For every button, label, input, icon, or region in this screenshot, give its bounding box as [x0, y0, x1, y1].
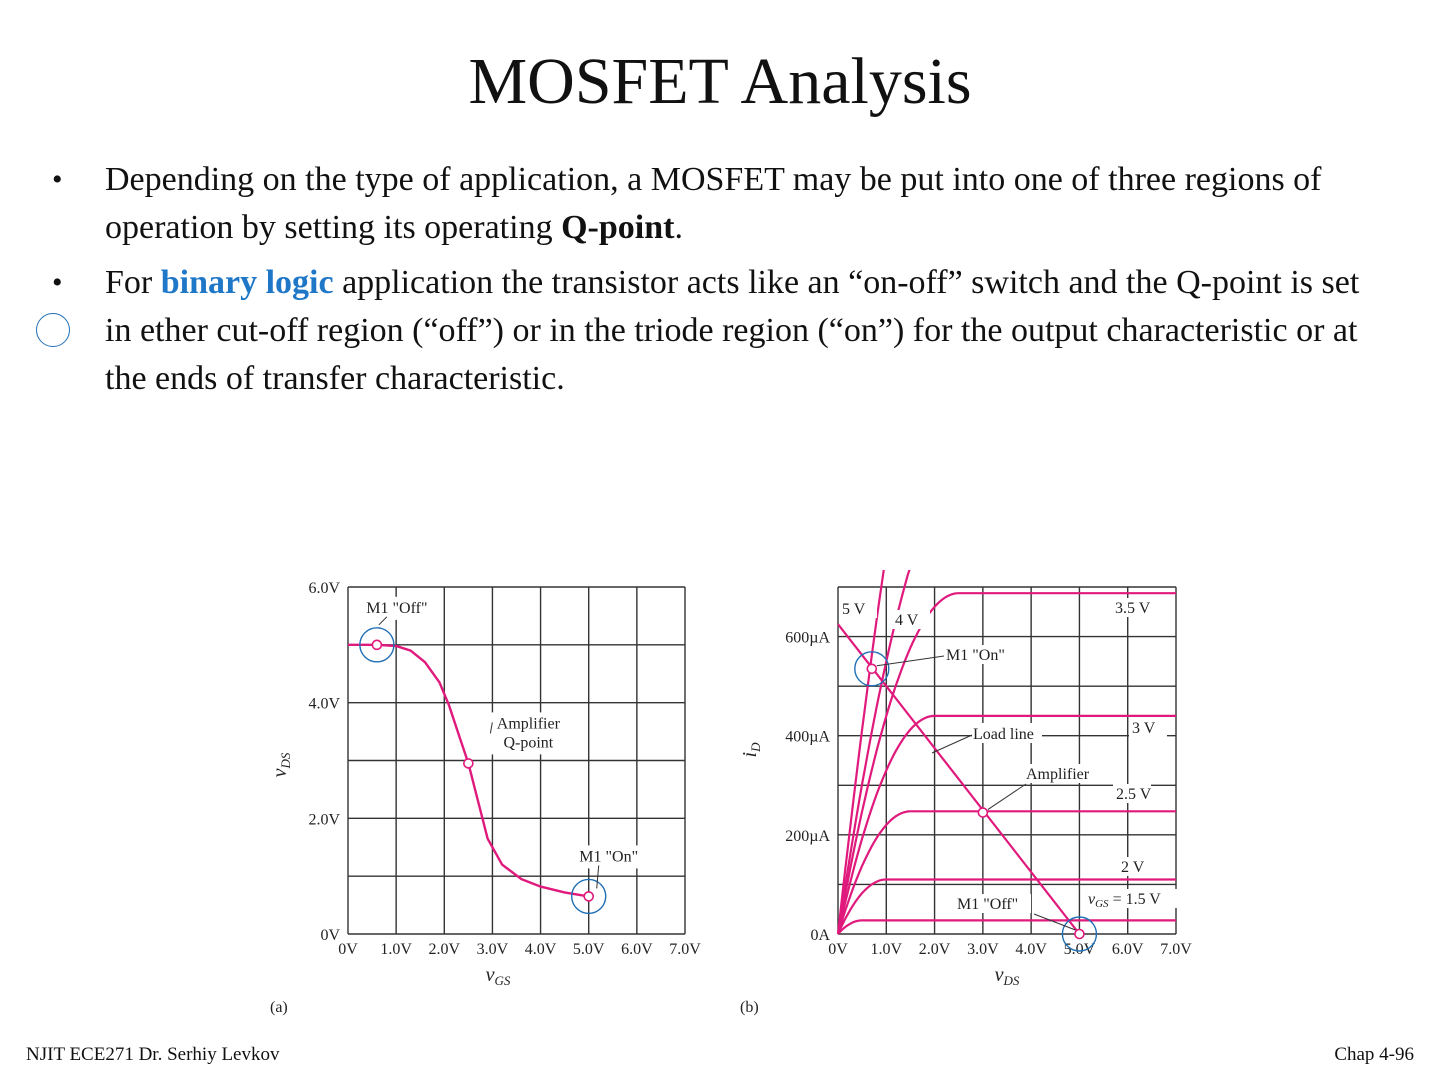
q-point-marker [978, 808, 987, 817]
y-tick-label: 200µA [785, 827, 830, 845]
y-tick-label: 0V [320, 927, 340, 944]
chart-a-ylabel: $v_{DS}$ [269, 752, 293, 778]
y-tick-label: 0A [810, 927, 830, 944]
point-label: Amplifier [1026, 766, 1090, 783]
chart-a-xlabel: $v_{GS}$ [485, 964, 511, 988]
id-vds-curve [838, 920, 1176, 934]
x-tick-label: 5.0V [1063, 941, 1096, 958]
bullet-text-end: . [674, 209, 683, 246]
q-point-marker [464, 759, 473, 768]
curve-label: 5 V [842, 601, 866, 618]
chart-a-series [348, 645, 589, 897]
x-tick-label: 1.0V [380, 941, 412, 958]
x-tick-label: 0V [338, 941, 358, 958]
x-tick-label: 7.0V [669, 941, 701, 958]
curve-label: 2 V [1121, 859, 1145, 876]
point-label: Amplifier [496, 715, 560, 733]
x-tick-label: 4.0V [524, 941, 557, 958]
load-line-leader [932, 735, 972, 753]
chart-a-panel-label: (a) [270, 999, 288, 1016]
chart-b-panel-label: (b) [740, 999, 759, 1016]
slide-title: MOSFET Analysis [468, 45, 972, 118]
y-tick-label: 2.0V [308, 811, 340, 829]
bullet-text: Depending on the type of application, a MOSFET may be put into one of three regions of operation by setting its operating [105, 161, 1322, 246]
transfer-characteristic-chart [262, 570, 722, 1030]
point-label: M1 "Off" [957, 896, 1019, 913]
x-tick-label: 7.0V [1160, 941, 1192, 958]
footer-course: NJIT ECE271 Dr. Serhiy Levkov [26, 1044, 280, 1065]
footer-page-number: Chap 4-96 [1334, 1044, 1414, 1065]
x-tick-label: 6.0V [1111, 941, 1144, 958]
chart-b-points [855, 645, 1102, 951]
x-tick-label: 3.0V [476, 941, 509, 958]
y-tick-label: 6.0V [308, 580, 340, 597]
annotation-circle-icon [36, 313, 70, 347]
transfer-curve [348, 645, 589, 897]
x-tick-label: 2.0V [428, 941, 461, 958]
point-label: Q-point [503, 734, 554, 752]
y-tick-label: 4.0V [308, 695, 340, 713]
output-characteristic-chart [732, 570, 1207, 1030]
y-tick-label: 600µA [785, 629, 830, 647]
point-label-leader [988, 784, 1026, 810]
chart-b-series [838, 570, 1181, 934]
q-point-term: Q-point [561, 209, 675, 246]
load-line-label: Load line [973, 726, 1034, 743]
curve-label: 4 V [895, 612, 919, 629]
chart-b-grid [838, 587, 1176, 934]
q-point-marker [1075, 930, 1084, 939]
bullet-dot-icon: • [52, 163, 63, 196]
point-label: M1 "On" [946, 647, 1005, 664]
chart-a-grid [348, 587, 685, 934]
q-point-marker [372, 640, 381, 649]
x-tick-label: 1.0V [870, 941, 903, 958]
curve-label: 3 V [1132, 720, 1156, 737]
bullet-item [52, 259, 1392, 403]
point-label-leader [597, 865, 599, 888]
x-tick-label: 5.0V [572, 941, 605, 958]
x-tick-label: 2.0V [918, 941, 951, 958]
bullet-text-end: application the transistor acts like an “on-off” switch and the Q-point is set in ether cut-off region (“off”) or in the triode region (“on”) for the output characteristic or at the ends of transfer characteristic. [105, 264, 1360, 397]
bullet-item [52, 156, 1392, 252]
chart-b-ylabel: $i_D$ [739, 742, 763, 758]
curve-label: 3.5 V [1115, 600, 1151, 617]
chart-b-xlabel: $v_{DS}$ [994, 964, 1020, 988]
q-point-marker [867, 664, 876, 673]
x-tick-label: 3.0V [967, 941, 999, 958]
point-label: M1 "On" [579, 848, 639, 866]
binary-logic-term: binary logic [160, 264, 334, 301]
bullet-list [52, 156, 1392, 410]
curve-label: vGS = 1.5 V [1088, 891, 1161, 910]
x-tick-label: 4.0V [1015, 941, 1047, 958]
chart-a-tick-labels [308, 580, 701, 958]
x-tick-label: 0V [828, 941, 848, 958]
point-label: M1 "Off" [366, 599, 428, 617]
y-tick-label: 400µA [785, 728, 830, 746]
x-tick-label: 6.0V [621, 941, 653, 958]
q-point-marker [584, 892, 593, 901]
bullet-text: For [105, 264, 161, 301]
curve-label: 2.5 V [1116, 786, 1152, 803]
bullet-dot-icon: • [52, 266, 63, 299]
